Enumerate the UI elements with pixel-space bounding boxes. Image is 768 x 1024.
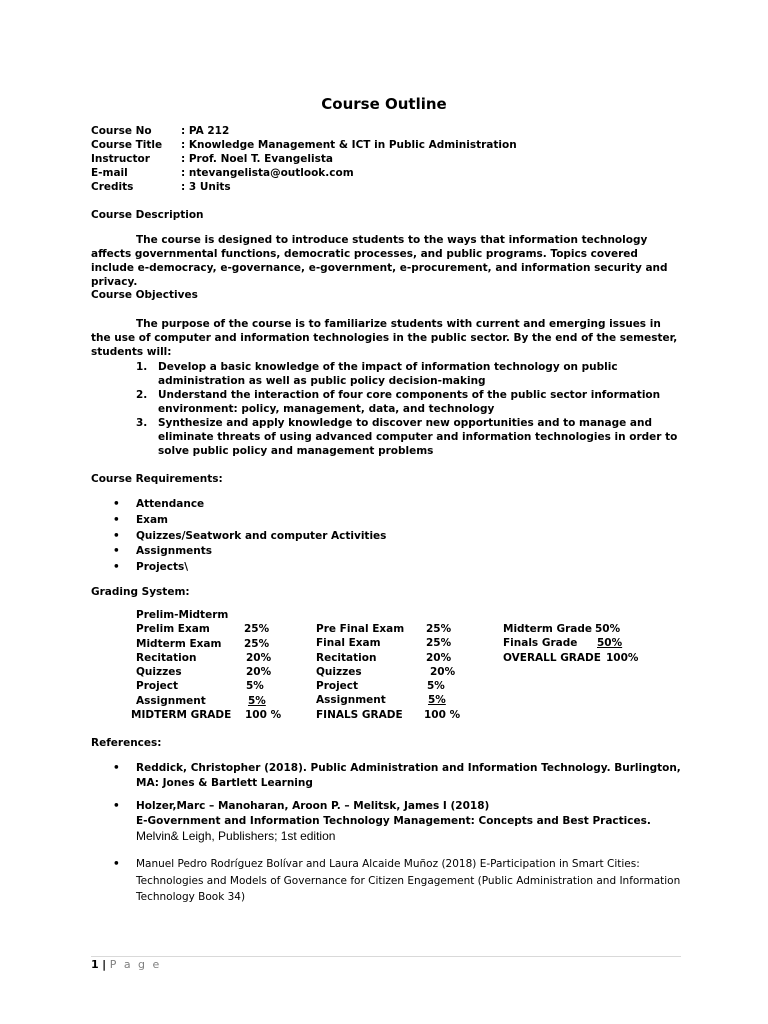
grading-row — [136, 665, 281, 679]
grading-total-label: MIDTERM GRADE — [131, 709, 232, 722]
info-value: : 3 Units — [181, 181, 231, 193]
info-course-title — [91, 138, 517, 152]
grading-row — [503, 636, 638, 650]
list-item — [136, 360, 681, 388]
list-item — [136, 416, 681, 458]
grading-value: 25% — [426, 637, 452, 650]
grading-value: 5% — [246, 680, 264, 693]
bullet-icon: • — [113, 561, 120, 574]
list-item — [136, 388, 681, 416]
grading-item: Prelim Exam — [136, 623, 210, 636]
info-instructor — [91, 152, 333, 166]
reference-title: E-Government and Information Technology Management: Concepts and Best Practices. — [136, 815, 651, 827]
list-number: 2. — [136, 389, 148, 401]
reference-item — [113, 799, 683, 845]
info-credits — [91, 180, 231, 194]
footer-separator: | — [102, 958, 107, 971]
reference-text: Manuel Pedro Rodríguez Bolívar and Laura Alcaide Muñoz (2018) E-Participation in Smart Cities: Technologies and Models of Governance for Citizen Engagement (Public Administration and Information Technology Book 34) — [136, 858, 681, 903]
page-number: 1 — [91, 958, 99, 971]
list-item-text: Projects\ — [136, 561, 189, 574]
list-item-text: Develop a basic knowledge of the impact of information technology on public administration as well as public policy decision-making — [158, 361, 618, 387]
objectives-intro-text: The purpose of the course is to familiarize students with current and emerging issues in the use of computer and information technologies in the public sector. By the end of the semester, students will: — [91, 318, 678, 358]
page-footer — [91, 958, 161, 971]
list-number: 1. — [136, 361, 148, 373]
info-value: : Knowledge Management & ICT in Public Administration — [181, 139, 517, 151]
grading-row — [316, 693, 460, 707]
list-number: 3. — [136, 417, 148, 429]
grading-row — [316, 636, 460, 650]
reference-item — [113, 761, 683, 791]
grading-row — [316, 665, 460, 679]
bullet-icon: • — [113, 529, 120, 542]
info-email — [91, 166, 354, 180]
info-value: : Prof. Noel T. Evangelista — [181, 153, 333, 165]
grading-item: Recitation — [316, 651, 377, 664]
grading-value: 20% — [430, 665, 456, 678]
page-title: Course Outline — [321, 95, 447, 113]
list-item-text: Quizzes/Seatwork and computer Activities — [136, 529, 387, 542]
grading-value: 20% — [246, 666, 272, 679]
list-item — [113, 513, 386, 529]
grading-heading: Grading System: — [91, 586, 190, 598]
list-item-text: Understand the interaction of four core components of the public sector information environment: policy, management, data, and technology — [158, 389, 661, 415]
grading-total-row — [131, 708, 281, 722]
bullet-icon: • — [113, 545, 120, 558]
footer-divider — [91, 956, 681, 957]
grading-total-value: 100 % — [245, 709, 282, 722]
grading-value: 25% — [244, 623, 270, 636]
description-body: The course is designed to introduce students to the ways that information technology affects governmental functions, democratic processes, and public programs. Topics covered include e-democracy, e-governance, e-government, e-procurement, and information security and privacy. — [91, 234, 668, 288]
grading-row — [316, 622, 460, 636]
info-label: Course Title — [91, 139, 163, 151]
bullet-icon: • — [113, 858, 120, 870]
grading-item: Project — [316, 680, 359, 693]
grading-value: 5% — [248, 694, 266, 707]
grading-item: Project — [136, 680, 179, 693]
grading-item: OVERALL GRADE — [503, 651, 601, 664]
grading-item: Assignment — [136, 694, 206, 707]
grading-row — [503, 651, 638, 665]
reference-publisher: Melvin& Leigh, Publishers; 1st edition — [136, 829, 336, 843]
info-value: : PA 212 — [181, 125, 230, 137]
grading-finals-table — [316, 622, 460, 722]
grading-item: Midterm Grade — [503, 623, 592, 635]
list-item — [113, 544, 386, 560]
reference-item — [113, 856, 683, 906]
grading-item: Recitation — [136, 651, 197, 664]
info-label: E-mail — [91, 167, 128, 179]
grading-value: 50% — [597, 637, 623, 650]
grading-row — [136, 651, 281, 665]
grading-item: Quizzes — [316, 665, 362, 678]
bullet-icon: • — [113, 762, 120, 774]
list-item — [113, 529, 386, 545]
grading-row — [136, 694, 281, 708]
grading-row — [503, 622, 638, 636]
page-label: P a g e — [109, 958, 162, 971]
grading-value: 20% — [246, 651, 272, 664]
list-item-text: Exam — [136, 513, 168, 526]
info-label: Instructor — [91, 153, 150, 165]
grading-item: Pre Final Exam — [316, 623, 405, 635]
objectives-intro — [91, 317, 681, 359]
requirements-list — [113, 497, 386, 576]
references-heading: References: — [91, 737, 162, 749]
grading-item: Midterm Exam — [136, 637, 222, 650]
list-item — [113, 497, 386, 513]
info-value: : ntevangelista@outlook.com — [181, 167, 354, 179]
grading-total-row — [316, 708, 460, 722]
list-item-text: Assignments — [136, 545, 213, 558]
grading-total-label: FINALS GRADE — [316, 708, 403, 721]
grading-prelim-table — [131, 608, 282, 722]
bullet-icon: • — [113, 800, 120, 812]
bullet-icon: • — [113, 513, 120, 526]
reference-text: Reddick, Christopher (2018). Public Administration and Information Technology. Burlington, MA: Jones & Bartlett Learning — [136, 762, 681, 789]
info-label: Credits — [91, 181, 134, 193]
grading-row — [136, 622, 281, 636]
list-item-text: Synthesize and apply knowledge to discover new opportunities and to manage and eliminate threats of using advanced computer and information technologies in order to solve public policy and management problems — [158, 417, 678, 457]
grading-value: 50% — [595, 623, 621, 635]
bullet-icon: • — [113, 498, 120, 510]
grading-row — [136, 637, 281, 651]
objectives-list — [136, 360, 681, 458]
info-course-no — [91, 124, 229, 138]
description-heading: Course Description — [91, 209, 204, 221]
grading-total-value: 100 % — [424, 708, 461, 721]
grading-item: Quizzes — [136, 666, 182, 679]
grading-value: 5% — [427, 680, 445, 693]
grading-overall-table — [503, 622, 638, 665]
info-label: Course No — [91, 125, 152, 137]
objectives-heading: Course Objectives — [91, 289, 198, 301]
requirements-heading: Course Requirements: — [91, 473, 223, 485]
list-item-text: Attendance — [136, 498, 205, 510]
reference-authors: Holzer,Marc – Manoharan, Aroon P. – Melitsk, James I (2018) — [136, 800, 490, 812]
grading-value: 25% — [244, 637, 270, 650]
grading-row — [136, 679, 281, 693]
grading-item: Final Exam — [316, 637, 381, 650]
list-item — [113, 560, 386, 576]
grading-row — [316, 679, 460, 693]
grading-value: 25% — [426, 623, 452, 635]
grading-item: Finals Grade — [503, 637, 578, 650]
grading-value: 20% — [426, 651, 452, 664]
grading-prelim-title: Prelim-Midterm — [136, 609, 229, 621]
grading-value: 100% — [606, 651, 639, 664]
grading-value: 5% — [428, 694, 446, 707]
grading-row — [316, 651, 460, 665]
description-text — [91, 233, 681, 289]
grading-item: Assignment — [316, 694, 386, 707]
